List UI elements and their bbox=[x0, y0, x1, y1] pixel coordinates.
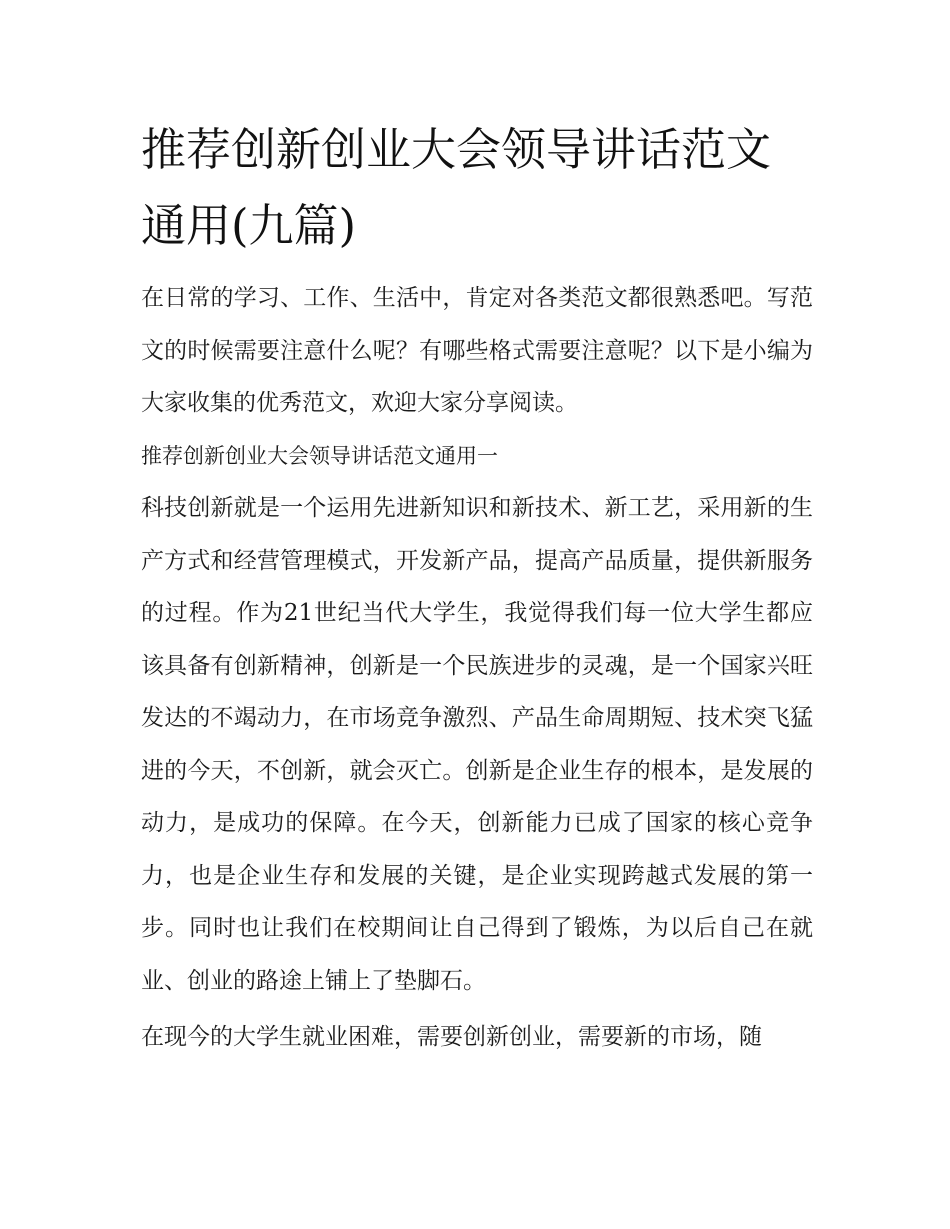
body-paragraph: 在现今的大学生就业困难，需要创新创业，需要新的市场，随 bbox=[141, 1024, 762, 1050]
intro-paragraph: 在日常的学习、工作、生活中，肯定对各类范文都很熟悉吧。写范文的时候需要注意什么呢？有哪些格式需要注意呢？以下是小编为大家收集的优秀范文，欢迎大家分享阅读。 bbox=[141, 285, 813, 416]
document-title: 推荐创新创业大会领导讲话范文通用(九篇) bbox=[141, 123, 772, 252]
section-heading: 推荐创新创业大会领导讲话范文通用一 bbox=[141, 443, 498, 468]
body-paragraph: 科技创新就是一个运用先进新知识和新技术、新工艺，采用新的生产方式和经营管理模式，开发新产品，提高产品质量，提供新服务的过程。作为21世纪当代大学生，我觉得我们每一位大学生都应该具备有创新精神，创新是一个民族进步的灵魂，是一个国家兴旺发达的不竭动力，在市场竞争激烈、产品生命周期短、技术突飞猛进的今天，不创新，就会灭亡。创新是企业生存的根本，是发展的动力，是成功的保障。在今天，创新能力已成了国家的核心竞争力，也是企业生存和发展的关键，是企业实现跨越式发展的第一步。同时也让我们在校期间让自己得到了锻炼，为以后自己在就业、创业的路途上铺上了垫脚石。 bbox=[141, 495, 813, 994]
document-content bbox=[141, 112, 813, 1064]
